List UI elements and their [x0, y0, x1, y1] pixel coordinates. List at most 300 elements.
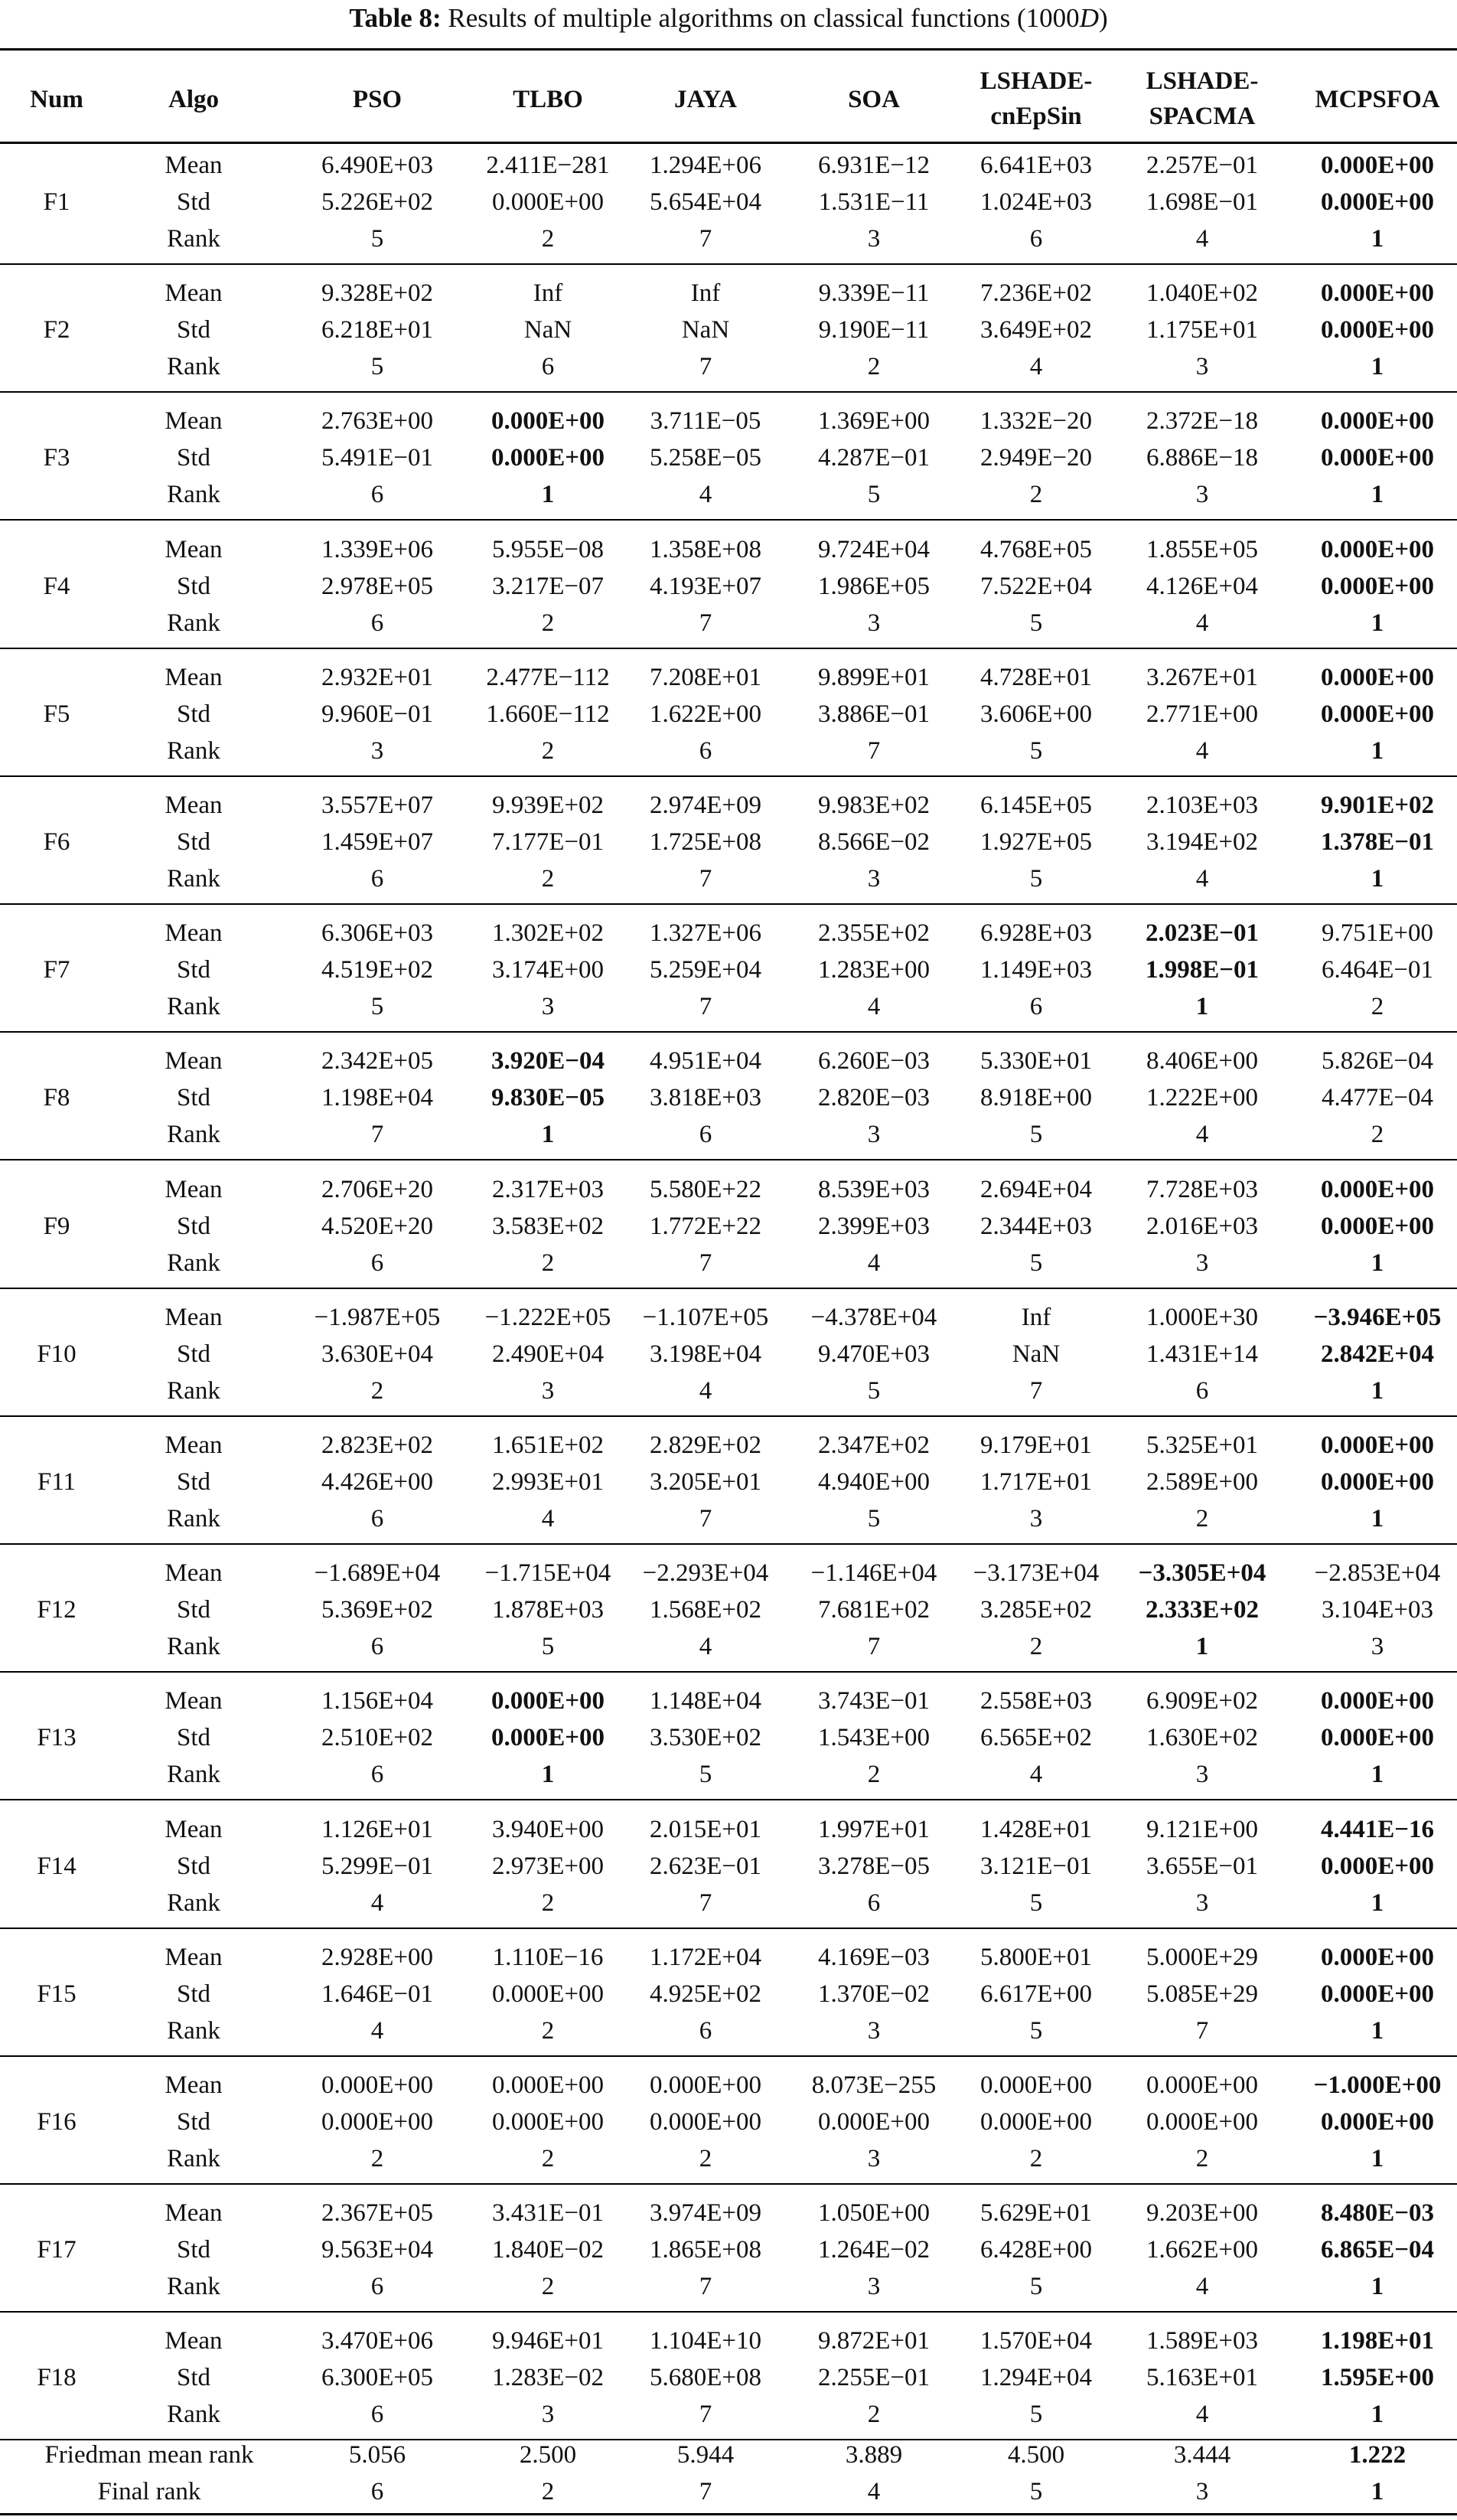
- table-cell: 0.000E+00: [979, 2108, 1093, 2136]
- table-cell: 2.589E+00: [1146, 1468, 1259, 1496]
- table-cell: 6: [370, 1249, 384, 1277]
- table-cell: 4.768E+05: [979, 535, 1093, 563]
- table-cell: 5.259E+04: [649, 956, 762, 984]
- summary-cell: 3: [1195, 2478, 1209, 2505]
- table-cell: 2.949E−20: [979, 444, 1093, 472]
- metric-label: Mean: [165, 792, 223, 819]
- table-cell: 5.325E+01: [1146, 1431, 1259, 1459]
- header-rule: [0, 142, 1457, 144]
- table-cell: 1.040E+02: [1146, 279, 1259, 308]
- table-cell: 1.175E+01: [1146, 316, 1259, 344]
- function-name: F11: [37, 1468, 77, 1496]
- function-name: F16: [37, 2108, 77, 2136]
- table-cell: 4: [699, 1376, 712, 1405]
- function-name: F12: [37, 1596, 77, 1624]
- table-cell: −1.146E+04: [810, 1559, 937, 1588]
- table-cell: 1: [1371, 2273, 1384, 2301]
- group-separator: [0, 519, 1457, 521]
- table-cell: 6.306E+03: [321, 919, 434, 948]
- metric-label: Std: [176, 444, 211, 472]
- table-cell: 1.772E+22: [649, 1212, 762, 1240]
- table-cell: 0.000E+00: [1320, 1687, 1435, 1715]
- table-cell: 1.725E+08: [649, 828, 762, 856]
- table-cell: 1.149E+03: [979, 956, 1093, 984]
- table-cell: 2.490E+04: [491, 1340, 605, 1368]
- table-cell: 1.156E+04: [321, 1687, 434, 1715]
- table-cell: 6: [370, 2273, 384, 2301]
- caption-label: Table 8:: [349, 3, 442, 33]
- table-cell: 4.287E−01: [817, 444, 931, 472]
- table-cell: 5.299E−01: [321, 1852, 434, 1880]
- summary-cell: 3.889: [845, 2441, 903, 2469]
- table-cell: 0.000E+00: [1320, 700, 1435, 728]
- table-cell: 6.641E+03: [979, 152, 1093, 179]
- table-cell: 0.000E+00: [491, 1687, 605, 1715]
- table-cell: 8.539E+03: [817, 1175, 931, 1203]
- table-cell: 5: [867, 1505, 881, 1533]
- table-cell: 4: [699, 1633, 712, 1661]
- table-cell: 2: [541, 2145, 555, 2172]
- table-cell: 0.000E+00: [321, 2108, 434, 2136]
- table-cell: 3: [1029, 1505, 1043, 1533]
- table-cell: 6: [370, 1633, 384, 1661]
- table-cell: 0.000E+00: [491, 188, 605, 216]
- table-cell: 9.983E+02: [817, 792, 931, 819]
- summary-cell: 6: [370, 2478, 384, 2505]
- table-cell: 4: [1195, 225, 1209, 253]
- table-cell: Inf: [690, 279, 721, 308]
- function-name: F2: [43, 316, 70, 344]
- group-separator: [0, 903, 1457, 905]
- table-cell: 4.519E+02: [321, 956, 434, 984]
- table-cell: 2.928E+00: [321, 1943, 434, 1971]
- group-separator: [0, 1543, 1457, 1545]
- summary-cell: 5.056: [348, 2441, 406, 2469]
- table-cell: −1.689E+04: [314, 1559, 441, 1588]
- table-cell: 2.103E+03: [1146, 792, 1259, 819]
- table-cell: 3: [541, 1376, 555, 1405]
- summary-cell: 4.500: [1007, 2441, 1065, 2469]
- table-cell: 0.000E+00: [1320, 2108, 1435, 2136]
- metric-label: Rank: [167, 2016, 220, 2045]
- group-separator: [0, 391, 1457, 393]
- table-cell: 7: [699, 1505, 712, 1533]
- group-separator: [0, 1159, 1457, 1160]
- table-caption: [0, 0, 1457, 37]
- metric-label: Mean: [165, 1943, 223, 1971]
- table-cell: 1: [1371, 481, 1384, 509]
- table-cell: 0.000E+00: [1320, 279, 1435, 308]
- table-cell: 2: [370, 1376, 384, 1405]
- table-cell: 2: [867, 1761, 881, 1789]
- table-cell: 1.000E+30: [1146, 1303, 1259, 1331]
- table-cell: 0.000E+00: [1320, 1852, 1435, 1880]
- table-cell: 9.339E−11: [818, 279, 930, 308]
- table-cell: 3.649E+02: [979, 316, 1093, 344]
- metric-label: Rank: [167, 1505, 220, 1533]
- table-cell: 0.000E+00: [817, 2108, 931, 2136]
- table-cell: 0.000E+00: [1320, 152, 1435, 179]
- function-name: F17: [37, 2236, 77, 2264]
- table-cell: 3: [867, 865, 881, 893]
- table-cell: 6: [370, 1761, 384, 1789]
- table-cell: 1: [1371, 2401, 1384, 2429]
- table-cell: 6.928E+03: [979, 919, 1093, 948]
- table-cell: 3.940E+00: [491, 1815, 605, 1843]
- table-cell: 1.283E+00: [817, 956, 931, 984]
- table-cell: 6.300E+05: [321, 2364, 434, 2392]
- metric-label: Mean: [165, 1687, 223, 1715]
- table-cell: 1: [1371, 736, 1384, 765]
- metric-label: Mean: [165, 535, 223, 563]
- table-cell: 1.431E+14: [1146, 1340, 1259, 1368]
- table-cell: 0.000E+00: [1146, 2071, 1259, 2099]
- table-cell: 1: [1371, 1376, 1384, 1405]
- table-cell: 1.198E+01: [1320, 2327, 1435, 2355]
- metric-label: Rank: [167, 993, 220, 1021]
- table-cell: 6.931E−12: [817, 152, 931, 179]
- table-cell: 0.000E+00: [491, 1724, 605, 1752]
- table-cell: 0.000E+00: [491, 1980, 605, 2008]
- table-cell: 2.372E−18: [1146, 407, 1259, 436]
- table-cell: 5: [1029, 2401, 1043, 2429]
- table-cell: 2: [541, 865, 555, 893]
- table-cell: 1.332E−20: [979, 407, 1093, 436]
- function-name: F7: [43, 956, 70, 984]
- summary-cell: 2: [541, 2478, 555, 2505]
- metric-label: Mean: [165, 152, 223, 179]
- table-cell: 1: [1371, 1761, 1384, 1789]
- table-cell: 2.333E+02: [1145, 1596, 1260, 1624]
- table-cell: 2: [867, 2401, 881, 2429]
- metric-label: Std: [176, 1724, 211, 1752]
- function-name: F14: [37, 1852, 77, 1880]
- table-cell: 1.927E+05: [979, 828, 1093, 856]
- table-cell: NaN: [523, 316, 572, 344]
- table-cell: 2.558E+03: [979, 1687, 1093, 1715]
- table-cell: 5.330E+01: [979, 1047, 1093, 1076]
- table-cell: 0.000E+00: [1320, 1468, 1435, 1496]
- table-cell: 2: [541, 1888, 555, 1917]
- table-cell: 7: [699, 1249, 712, 1277]
- table-cell: 3.974E+09: [649, 2199, 762, 2228]
- table-cell: −1.222E+05: [484, 1303, 611, 1331]
- table-cell: 5.369E+02: [321, 1596, 434, 1624]
- table-cell: 3: [867, 2145, 881, 2172]
- table-cell: 4: [867, 1249, 881, 1277]
- metric-label: Std: [176, 316, 211, 344]
- table-cell: 3.630E+04: [321, 1340, 434, 1368]
- table-cell: 2: [1195, 2145, 1209, 2172]
- table-cell: 5: [370, 353, 384, 381]
- metric-label: Mean: [165, 1047, 223, 1076]
- table-cell: 3.267E+01: [1146, 663, 1259, 691]
- table-cell: 3: [1195, 1249, 1209, 1277]
- table-cell: 5: [370, 993, 384, 1021]
- table-cell: 3.557E+07: [321, 792, 434, 819]
- table-cell: 6.617E+00: [979, 1980, 1093, 2008]
- table-cell: 3: [1371, 1633, 1384, 1661]
- table-cell: 1.302E+02: [491, 919, 605, 948]
- function-name: F4: [43, 572, 70, 600]
- table-cell: 1: [541, 481, 555, 509]
- table-cell: 4.477E−04: [1321, 1084, 1434, 1112]
- table-cell: 5.491E−01: [321, 444, 434, 472]
- table-cell: 1.126E+01: [321, 1815, 434, 1843]
- table-cell: 6: [370, 481, 384, 509]
- function-name: F5: [43, 700, 70, 728]
- table-cell: 3.217E−07: [491, 572, 605, 600]
- table-cell: −1.107E+05: [642, 1303, 769, 1331]
- function-name: F18: [37, 2364, 77, 2392]
- table-cell: 2.023E−01: [1145, 919, 1260, 948]
- metric-label: Rank: [167, 225, 220, 253]
- table-cell: 7: [699, 1888, 712, 1917]
- group-separator: [0, 2183, 1457, 2185]
- table-cell: 3.285E+02: [979, 1596, 1093, 1624]
- metric-label: Std: [176, 2364, 211, 2392]
- metric-label: Rank: [167, 2145, 220, 2172]
- table-cell: 6.865E−04: [1320, 2236, 1435, 2264]
- table-cell: 1.646E−01: [321, 1980, 434, 2008]
- table-cell: 4.951E+04: [649, 1047, 762, 1076]
- table-cell: 2: [541, 2016, 555, 2045]
- table-cell: 1: [541, 1761, 555, 1789]
- table-cell: 5.654E+04: [649, 188, 762, 216]
- table-cell: 3: [867, 2273, 881, 2301]
- table-cell: 1.660E−112: [486, 700, 610, 728]
- table-cell: 0.000E+00: [1320, 188, 1435, 216]
- table-cell: 0.000E+00: [1320, 663, 1435, 691]
- metric-label: Rank: [167, 1633, 220, 1661]
- table-cell: 0.000E+00: [979, 2071, 1093, 2099]
- table-cell: −4.378E+04: [810, 1303, 937, 1331]
- table-cell: 0.000E+00: [491, 407, 605, 436]
- group-separator: [0, 263, 1457, 265]
- metric-label: Std: [176, 2236, 211, 2264]
- table-cell: 1.589E+03: [1146, 2327, 1259, 2355]
- table-cell: 0.000E+00: [491, 2071, 605, 2099]
- table-cell: 1.358E+08: [649, 535, 762, 563]
- table-cell: 2: [699, 2145, 712, 2172]
- table-cell: 3: [541, 2401, 555, 2429]
- metric-label: Rank: [167, 481, 220, 509]
- table-cell: 6: [541, 353, 555, 381]
- table-cell: 0.000E+00: [491, 444, 605, 472]
- table-cell: 4.925E+02: [649, 1980, 762, 2008]
- table-cell: 5.226E+02: [321, 188, 434, 216]
- table-cell: 0.000E+00: [1320, 572, 1435, 600]
- table-cell: 3: [370, 736, 384, 765]
- table-cell: 7.522E+04: [979, 572, 1093, 600]
- metric-label: Mean: [165, 407, 223, 436]
- table-cell: 1.698E−01: [1146, 188, 1259, 216]
- table-cell: 7: [699, 2401, 712, 2429]
- function-name: F8: [43, 1084, 70, 1112]
- table-cell: 3.104E+03: [1321, 1596, 1434, 1624]
- table-cell: 7: [699, 225, 712, 253]
- table-cell: 9.960E−01: [321, 700, 434, 728]
- table-cell: 6: [370, 609, 384, 637]
- table-cell: −3.173E+04: [973, 1559, 1100, 1588]
- metric-label: Mean: [165, 2199, 223, 2228]
- group-separator: [0, 1799, 1457, 1800]
- table-cell: −1.000E+00: [1313, 2071, 1442, 2099]
- summary-label: Final rank: [97, 2478, 201, 2505]
- table-cell: 6.886E−18: [1146, 444, 1259, 472]
- table-cell: NaN: [1012, 1340, 1061, 1368]
- table-cell: 1.369E+00: [817, 407, 931, 436]
- table-cell: −1.987E+05: [314, 1303, 441, 1331]
- table-cell: 2: [1371, 1121, 1384, 1149]
- table-cell: Inf: [533, 279, 563, 308]
- table-cell: 6: [1195, 1376, 1209, 1405]
- table-cell: 1.662E+00: [1146, 2236, 1259, 2264]
- table-cell: 6: [699, 2016, 712, 2045]
- table-cell: 0.000E+00: [321, 2071, 434, 2099]
- table-cell: 2: [1029, 1633, 1043, 1661]
- table-cell: 2.694E+04: [979, 1175, 1093, 1203]
- table-cell: 2.355E+02: [817, 919, 931, 948]
- table-cell: 5: [370, 225, 384, 253]
- table-cell: 5.680E+08: [649, 2364, 762, 2392]
- table-cell: 2: [541, 225, 555, 253]
- table-cell: 1.840E−02: [491, 2236, 605, 2264]
- table-cell: 6.428E+00: [979, 2236, 1093, 2264]
- table-cell: 9.724E+04: [817, 535, 931, 563]
- table-cell: 9.179E+01: [979, 1431, 1093, 1459]
- table-cell: −2.293E+04: [642, 1559, 769, 1588]
- table-cell: 6: [370, 2401, 384, 2429]
- function-name: F10: [37, 1340, 77, 1368]
- table-cell: 5: [541, 1633, 555, 1661]
- table-cell: 2.820E−03: [817, 1084, 931, 1112]
- table-cell: 1.283E−02: [491, 2364, 605, 2392]
- metric-label: Std: [176, 1468, 211, 1496]
- table-cell: 6: [370, 865, 384, 893]
- table-cell: 2: [370, 2145, 384, 2172]
- table-cell: 3.606E+00: [979, 700, 1093, 728]
- table-cell: 3.743E−01: [817, 1687, 931, 1715]
- table-cell: 1.865E+08: [649, 2236, 762, 2264]
- table-cell: 1.459E+07: [321, 828, 434, 856]
- table-cell: 1.997E+01: [817, 1815, 931, 1843]
- metric-label: Rank: [167, 736, 220, 765]
- table-cell: 1.855E+05: [1146, 535, 1259, 563]
- table-cell: 9.190E−11: [818, 316, 930, 344]
- table-cell: 1.327E+06: [649, 919, 762, 948]
- table-cell: 9.328E+02: [321, 279, 434, 308]
- header-col: MCPSFOA: [1315, 86, 1440, 113]
- table-cell: 3.121E−01: [979, 1852, 1093, 1880]
- table-cell: 2: [1029, 2145, 1043, 2172]
- table-cell: 3: [867, 609, 881, 637]
- table-cell: 9.563E+04: [321, 2236, 434, 2264]
- table-cell: 1: [1371, 1888, 1384, 1917]
- table-cell: 0.000E+00: [1320, 1431, 1435, 1459]
- table-cell: 0.000E+00: [1320, 535, 1435, 563]
- table-cell: 2.993E+01: [491, 1468, 605, 1496]
- table-cell: 9.946E+01: [491, 2327, 605, 2355]
- caption-text: Results of multiple algorithms on classical functions (1000: [448, 3, 1080, 33]
- table-cell: 2.510E+02: [321, 1724, 434, 1752]
- table-cell: 5: [1029, 2273, 1043, 2301]
- header-col-line2: cnEpSin: [990, 103, 1082, 130]
- table-cell: 1: [1371, 353, 1384, 381]
- table-cell: 2.016E+03: [1146, 1212, 1259, 1240]
- table-cell: 4.728E+01: [979, 663, 1093, 691]
- table-cell: 2.317E+03: [491, 1175, 605, 1203]
- group-separator: [0, 2311, 1457, 2313]
- table-cell: 4: [1195, 2401, 1209, 2429]
- table-cell: 5.955E−08: [491, 535, 605, 563]
- table-cell: 3.194E+02: [1146, 828, 1259, 856]
- metric-label: Mean: [165, 2071, 223, 2099]
- metric-label: Rank: [167, 1888, 220, 1917]
- table-cell: 4: [370, 2016, 384, 2045]
- table-cell: 1.050E+00: [817, 2199, 931, 2228]
- table-cell: 0.000E+00: [649, 2108, 762, 2136]
- table-cell: 2.367E+05: [321, 2199, 434, 2228]
- table-cell: 1.110E−16: [492, 1943, 604, 1971]
- table-cell: 2: [867, 353, 881, 381]
- group-separator: [0, 1415, 1457, 1417]
- table-cell: 1.104E+10: [649, 2327, 762, 2355]
- table-cell: 1.651E+02: [491, 1431, 605, 1459]
- table-cell: 8.406E+00: [1146, 1047, 1259, 1076]
- table-cell: 1.531E−11: [818, 188, 930, 216]
- table-cell: 0.000E+00: [1320, 1175, 1435, 1203]
- metric-label: Mean: [165, 1559, 223, 1588]
- table-cell: 0.000E+00: [1320, 1980, 1435, 2008]
- table-cell: 9.901E+02: [1320, 792, 1435, 819]
- table-cell: 3: [1195, 1761, 1209, 1789]
- table-cell: 1: [1371, 225, 1384, 253]
- metric-label: Rank: [167, 865, 220, 893]
- table-cell: 2.973E+00: [491, 1852, 605, 1880]
- metric-label: Rank: [167, 2273, 220, 2301]
- table-cell: 0.000E+00: [1320, 1724, 1435, 1752]
- table-cell: 6.565E+02: [979, 1724, 1093, 1752]
- table-cell: 0.000E+00: [1320, 407, 1435, 436]
- table-cell: 6: [1029, 993, 1043, 1021]
- table-cell: 7: [699, 993, 712, 1021]
- table-cell: 3.205E+01: [649, 1468, 762, 1496]
- table-cell: 7: [699, 609, 712, 637]
- table-cell: 4: [370, 1888, 384, 1917]
- table-cell: 2.771E+00: [1146, 700, 1259, 728]
- table-cell: 1.717E+01: [979, 1468, 1093, 1496]
- summary-cell: 5.944: [676, 2441, 735, 2469]
- table-cell: 1.998E−01: [1145, 956, 1260, 984]
- table-cell: 0.000E+00: [1146, 2108, 1259, 2136]
- table-cell: −1.715E+04: [484, 1559, 611, 1588]
- table-cell: 1.148E+04: [649, 1687, 762, 1715]
- function-name: F1: [43, 188, 70, 216]
- table-cell: NaN: [681, 316, 730, 344]
- table-cell: 7.681E+02: [817, 1596, 931, 1624]
- table-cell: 1: [1195, 1633, 1209, 1661]
- metric-label: Std: [176, 828, 211, 856]
- table-cell: 1.543E+00: [817, 1724, 931, 1752]
- table-cell: 1.024E+03: [979, 188, 1093, 216]
- table-cell: 1: [1371, 865, 1384, 893]
- table-cell: 6.464E−01: [1321, 956, 1434, 984]
- table-cell: 4: [1029, 353, 1043, 381]
- summary-label: Friedman mean rank: [44, 2441, 254, 2469]
- header-col-line1: LSHADE-: [1146, 67, 1259, 95]
- table-cell: 4: [1195, 1121, 1209, 1149]
